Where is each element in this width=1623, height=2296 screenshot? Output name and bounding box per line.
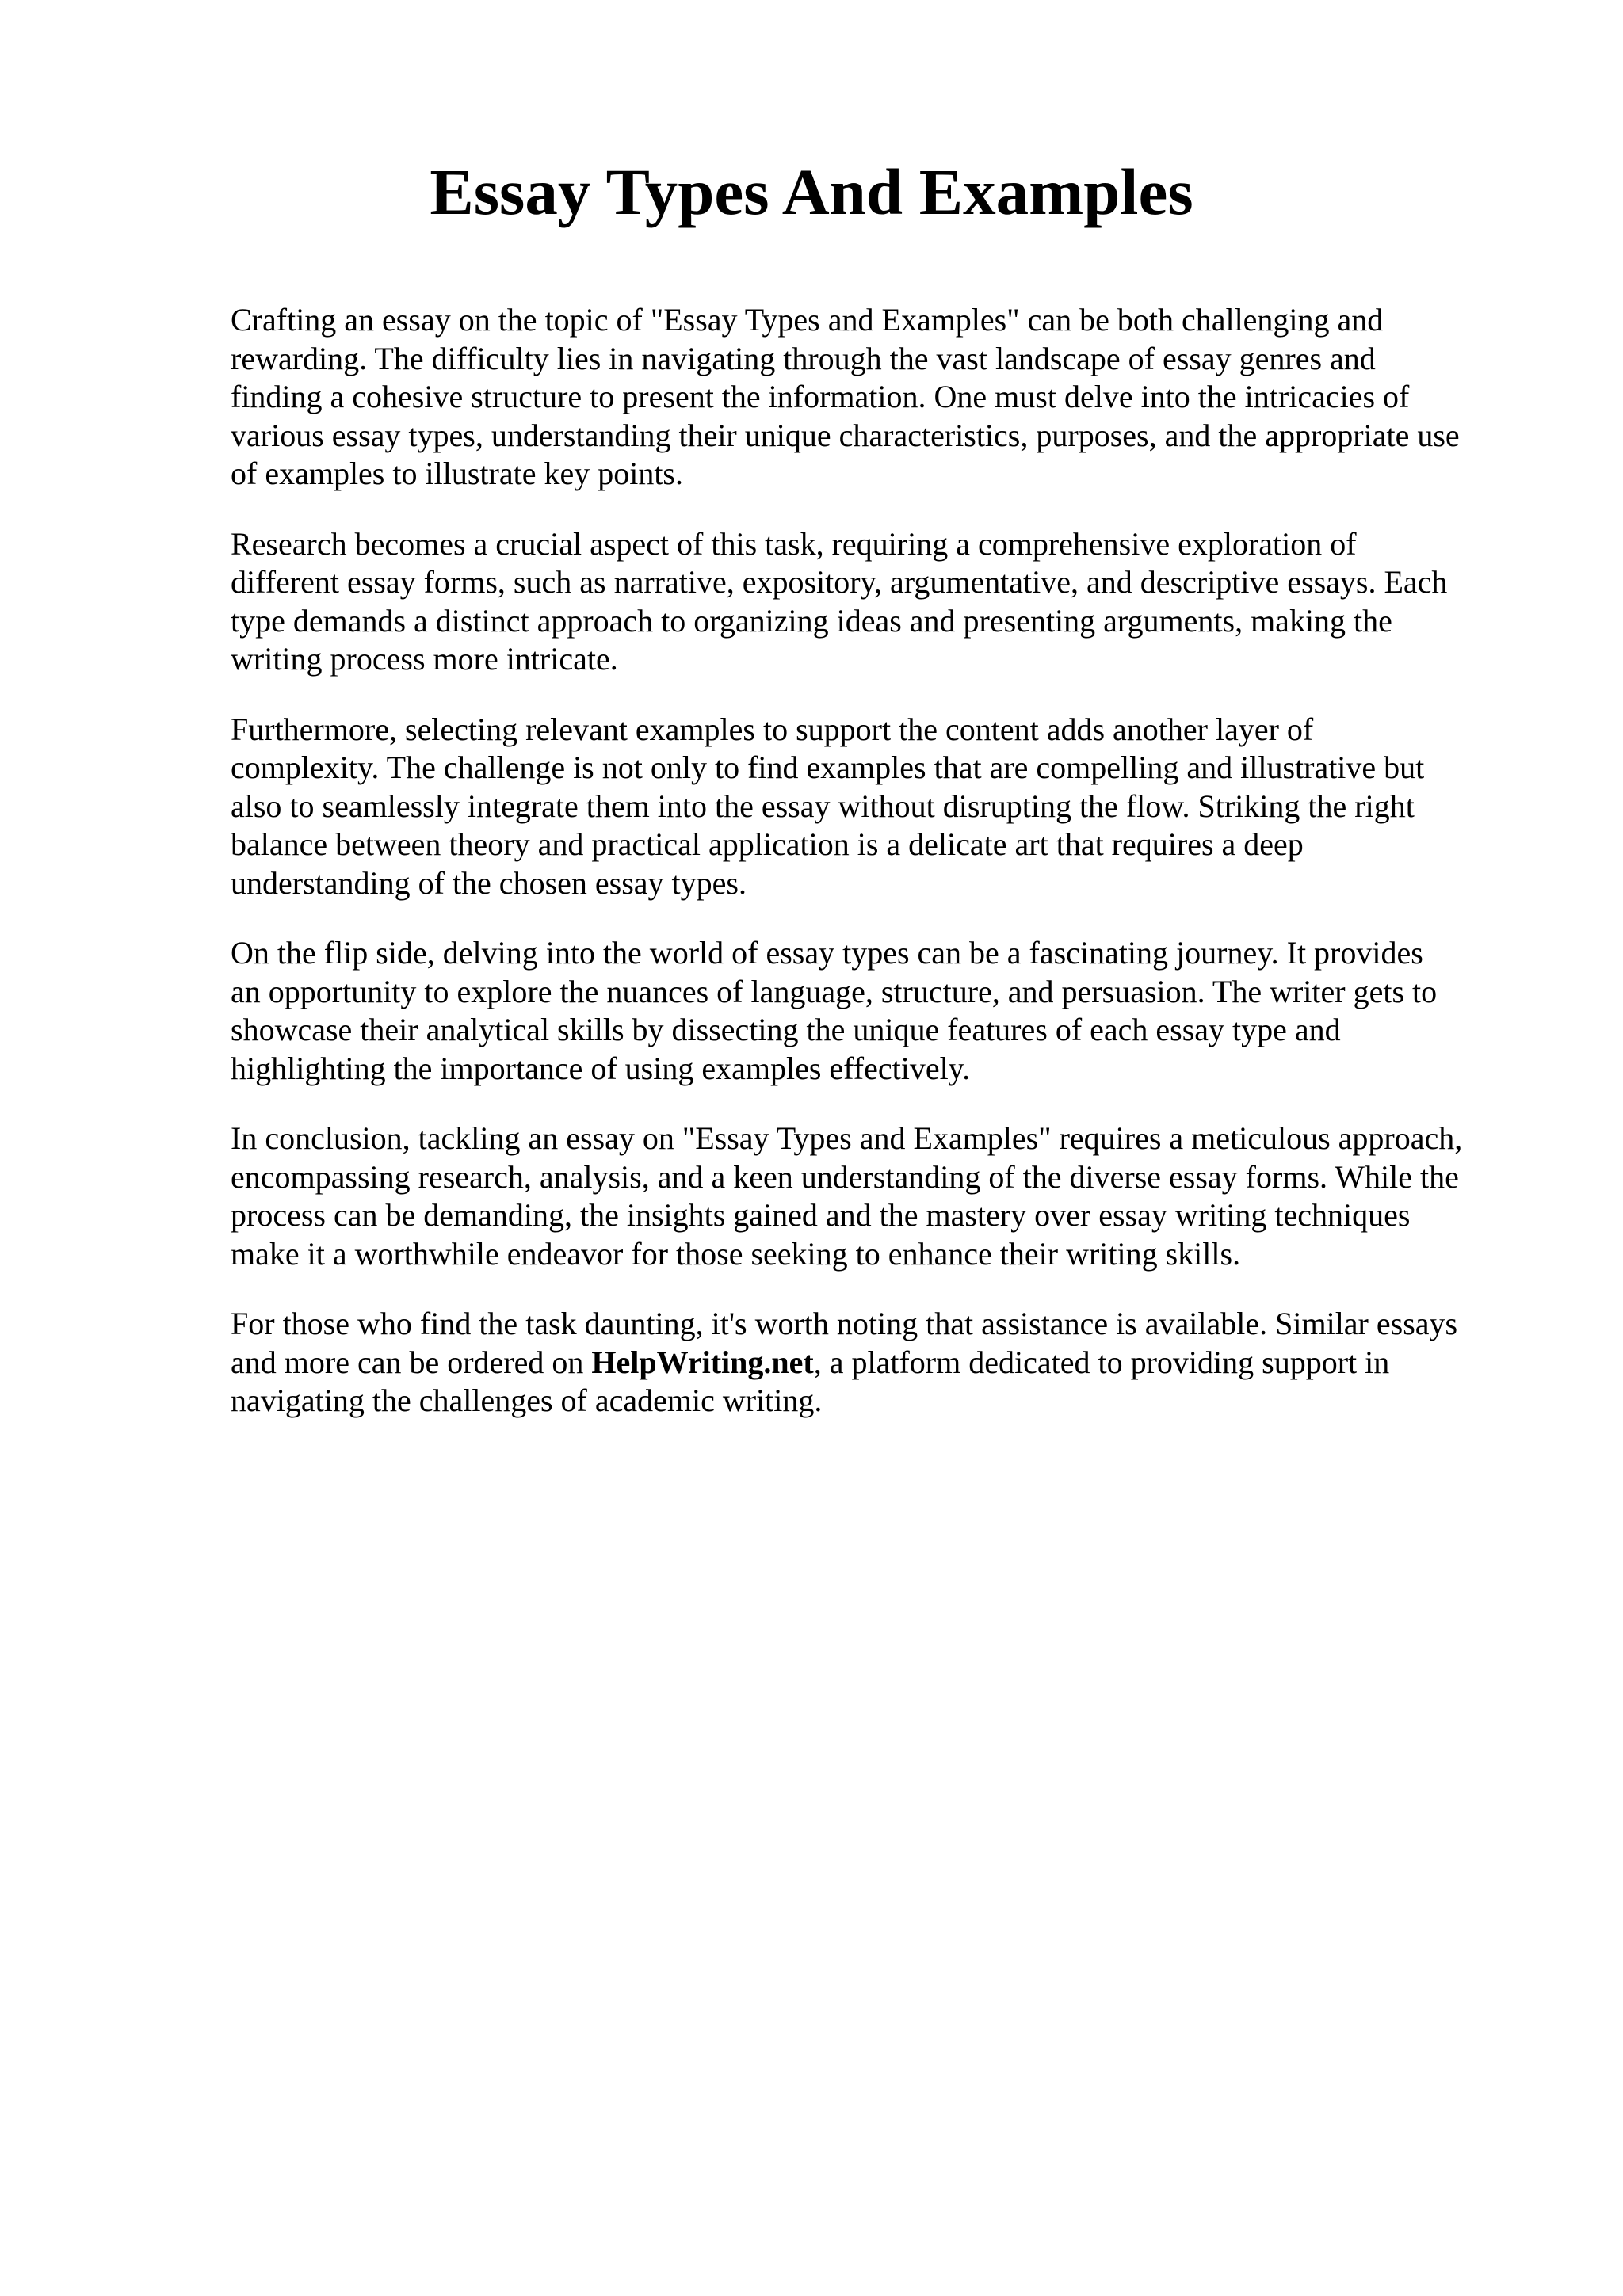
paragraph-line: also to seamlessly integrate them into the essay without disrupting the flow. Striking the right: [231, 788, 1415, 824]
paragraph-line: navigating the challenges of academic writing.: [231, 1383, 823, 1418]
essay-body: [231, 301, 1514, 1452]
paragraph-4: [231, 934, 1514, 1088]
paragraph-line: process can be demanding, the insights gained and the mastery over essay writing techniques: [231, 1197, 1411, 1233]
paragraph-line: For those who find the task daunting, it's worth noting that assistance is available. Similar essays: [231, 1306, 1458, 1341]
paragraph-line: type demands a distinct approach to organizing ideas and presenting arguments, making the: [231, 602, 1392, 639]
paragraph-line: make it a worthwhile endeavor for those seeking to enhance their writing skills.: [231, 1235, 1241, 1272]
paragraph-line-with-link: [231, 1344, 1514, 1383]
paragraph-5: [231, 1119, 1514, 1273]
helpwriting-link[interactable]: HelpWriting.net: [591, 1344, 814, 1380]
paragraph-line: complexity. The challenge is not only to find examples that are compelling and illustrative but: [231, 749, 1425, 785]
paragraph-line: various essay types, understanding their unique characteristics, purposes, and the appropriate use: [231, 417, 1460, 453]
paragraph-2: [231, 525, 1514, 679]
link-trail-text: , a platform dedicated to providing support in: [813, 1344, 1390, 1380]
link-lead-text: and more can be ordered on: [231, 1344, 592, 1380]
paragraph-line: In conclusion, tackling an essay on "Essay Types and Examples" requires a meticulous approach,: [231, 1120, 1463, 1156]
paragraph-line: Furthermore, selecting relevant examples to support the content adds another layer of: [231, 711, 1314, 747]
paragraph-6: [231, 1305, 1514, 1421]
paragraph-line: On the flip side, delving into the world of essay types can be a fascinating journey. It provides: [231, 935, 1423, 971]
paragraph-3: [231, 711, 1514, 903]
paragraph-line: an opportunity to explore the nuances of language, structure, and persuasion. The writer gets to: [231, 973, 1438, 1009]
paragraph-line: Research becomes a crucial aspect of this task, requiring a comprehensive exploration of: [231, 525, 1357, 562]
paragraph-line: highlighting the importance of using examples effectively.: [231, 1050, 971, 1086]
paragraph-line: of examples to illustrate key points.: [231, 456, 683, 491]
paragraph-line: encompassing research, analysis, and a keen understanding of the diverse essay forms. While the: [231, 1158, 1459, 1195]
paragraph-line: rewarding. The difficulty lies in navigating through the vast landscape of essay genres and: [231, 340, 1376, 376]
paragraph-line: balance between theory and practical application is a delicate art that requires a deep: [231, 826, 1304, 862]
paragraph-line: different essay forms, such as narrative, expository, argumentative, and descriptive essays. Each: [231, 564, 1448, 600]
paragraph-line: showcase their analytical skills by dissecting the unique features of each essay type and: [231, 1012, 1341, 1047]
page-title: Essay Types And Examples: [430, 155, 1193, 228]
paragraph-line: finding a cohesive structure to present the information. One must delve into the intricacies of: [231, 379, 1410, 414]
paragraph-line: writing process more intricate.: [231, 641, 618, 677]
paragraph-line: understanding of the chosen essay types.: [231, 864, 747, 901]
paragraph-1: [231, 301, 1514, 494]
paragraph-line: Crafting an essay on the topic of "Essay Types and Examples" can be both challenging and: [231, 302, 1384, 338]
